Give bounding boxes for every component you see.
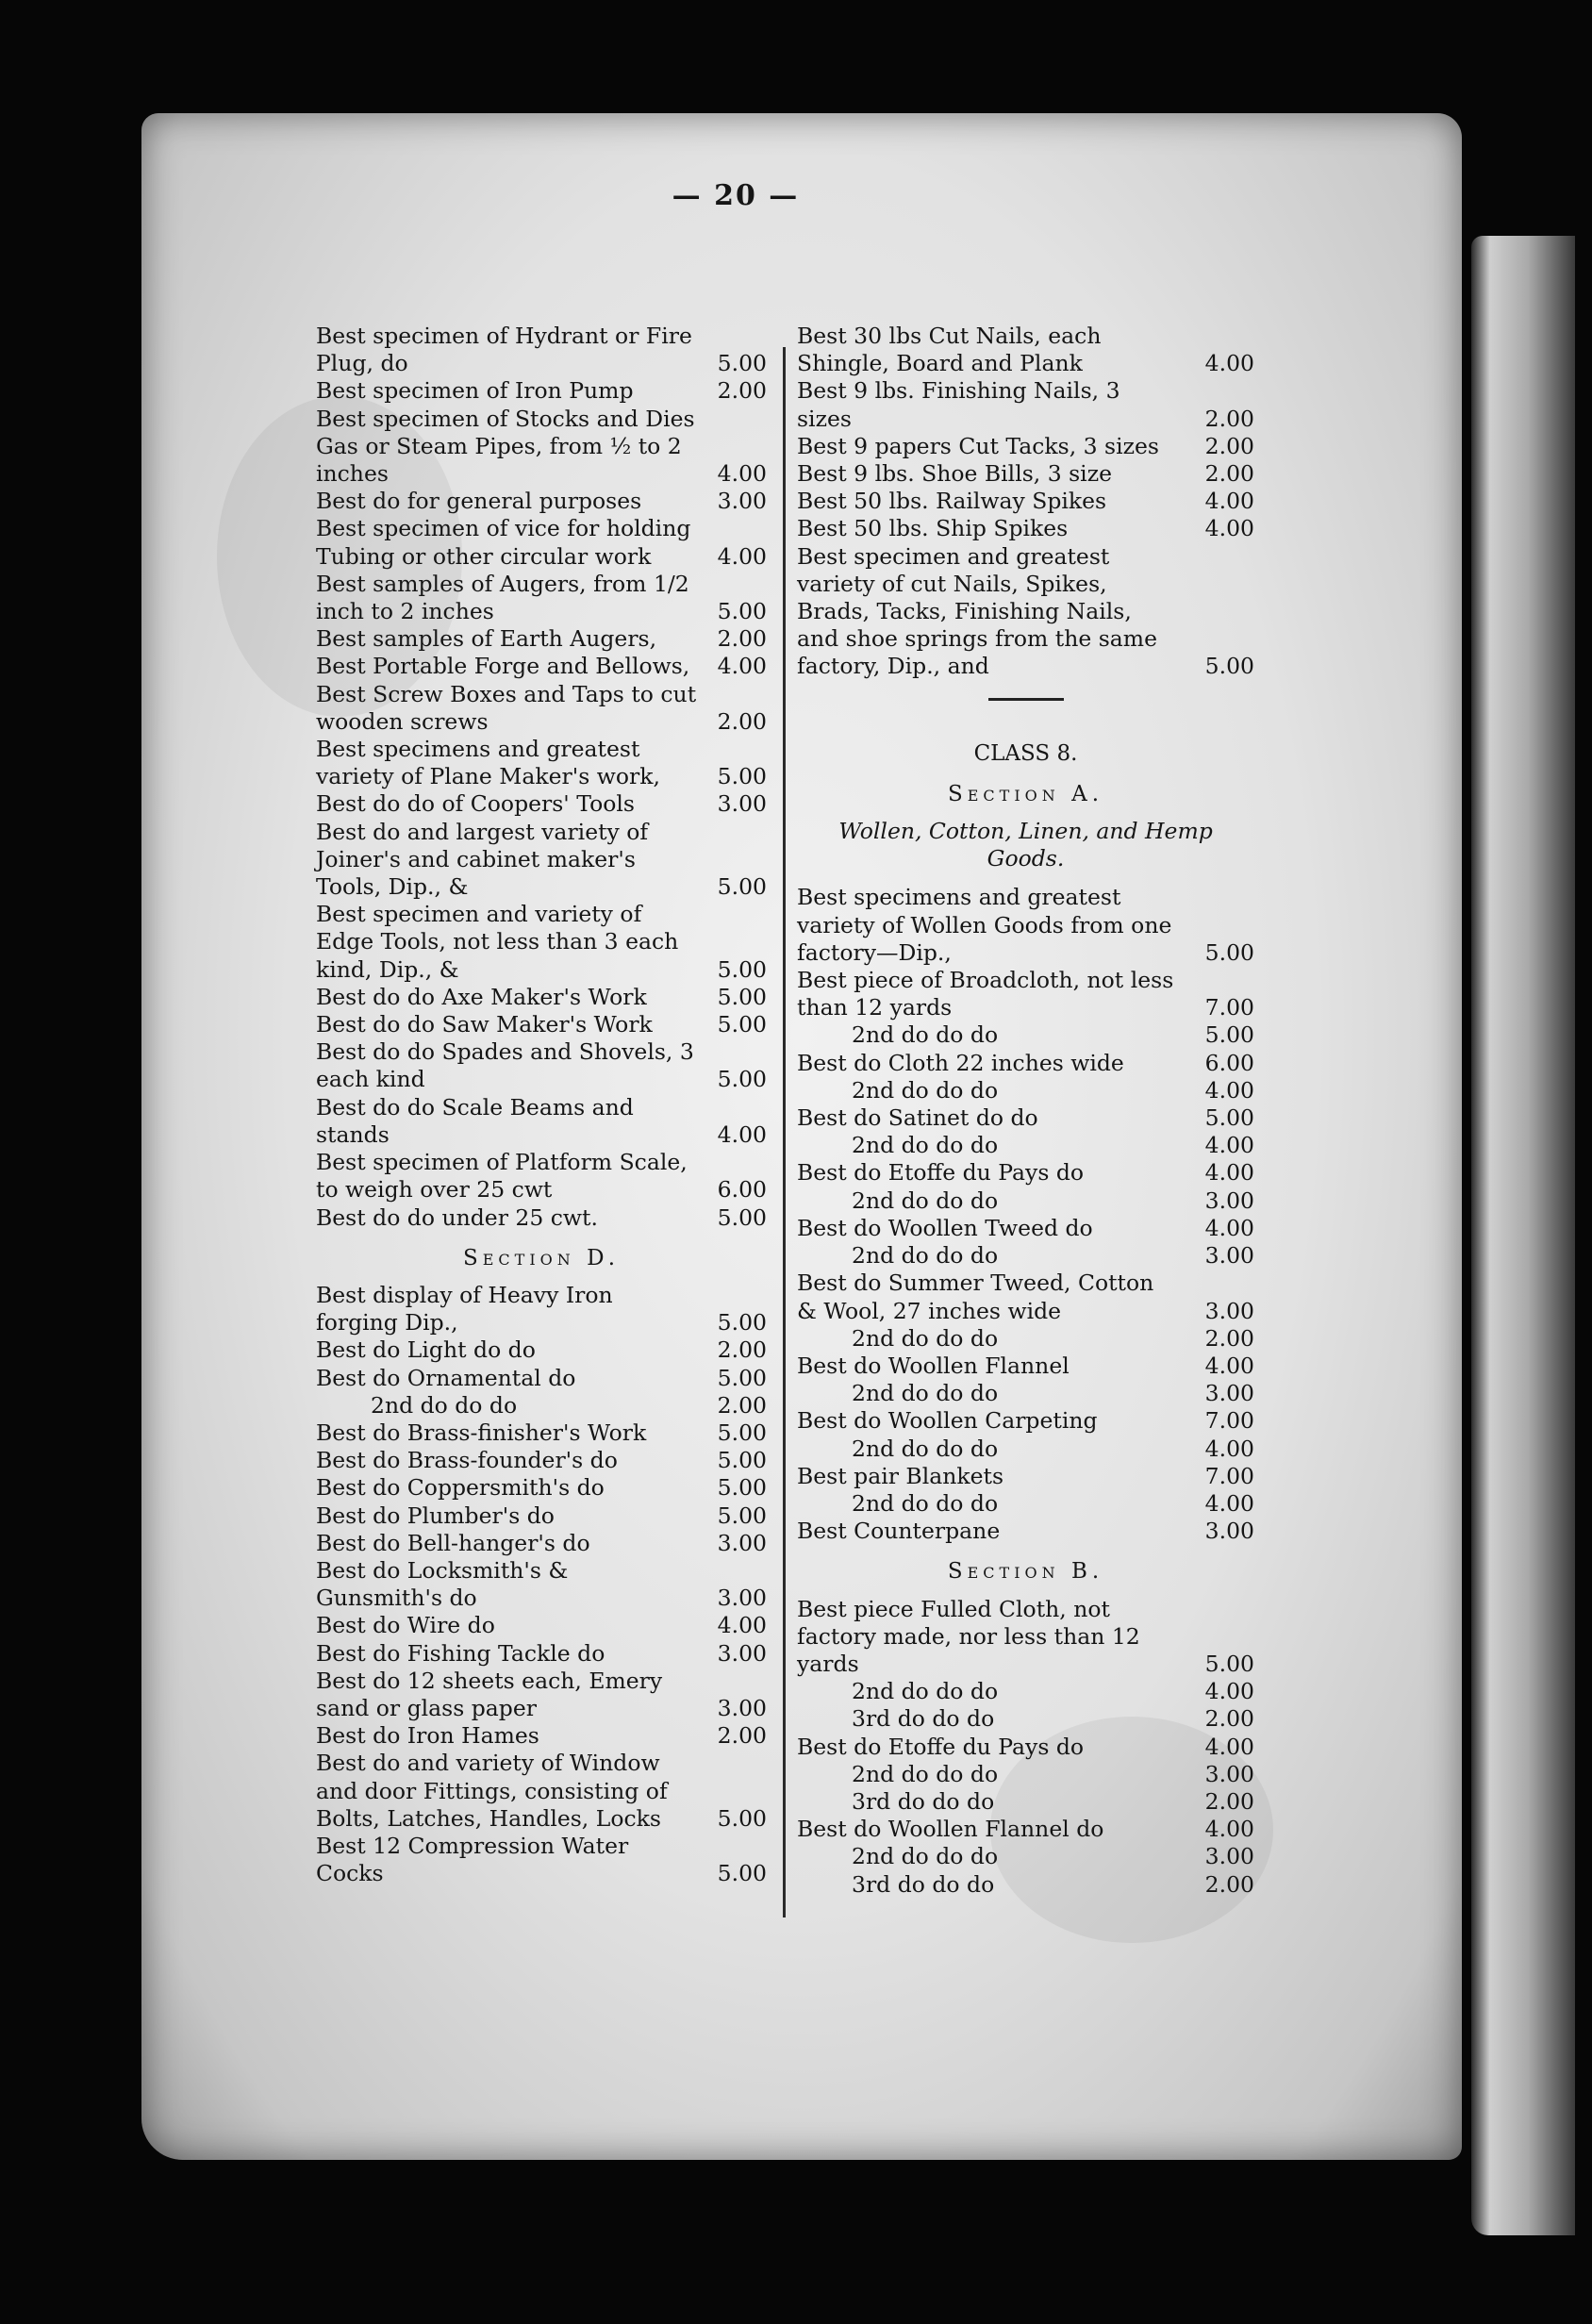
entry-row: [316, 1557, 767, 1612]
entry-row: [797, 1596, 1254, 1679]
section-d-heading: Section D.: [462, 1245, 621, 1270]
entry-label: Best 9 lbs. Finishing Nails, 3 sizes: [797, 377, 1120, 432]
entry-price: 2.00: [1204, 405, 1254, 432]
entry-label: Best do Woollen Carpeting: [797, 1407, 1098, 1435]
entry-row: [797, 1436, 1254, 1463]
entry-price: 2.00: [717, 1336, 767, 1364]
entry-row: [316, 1530, 767, 1557]
entry-label: Best do Etoffe du Pays do: [797, 1733, 1085, 1760]
entry-row: [797, 1021, 1254, 1049]
entry-label: Best do 12 sheets each, Emery sand or glass paper: [316, 1667, 663, 1721]
entry-row: [797, 1407, 1254, 1435]
entry-price: 3.00: [1204, 1187, 1254, 1214]
entry-label: Best do Light do do: [316, 1336, 536, 1364]
entry-price: 3.00: [717, 1694, 767, 1721]
entry-row: [316, 1204, 767, 1232]
entry-price: 2.00: [717, 625, 767, 653]
entry-label: Best 50 lbs. Ship Spikes: [797, 515, 1069, 542]
entry-label: Best do Coppersmith's do: [316, 1474, 605, 1502]
entry-price: 5.00: [717, 955, 767, 983]
entry-label: Best Portable Forge and Bellows,: [316, 653, 690, 680]
entry-price: 5.00: [717, 1804, 767, 1832]
entry-label: Best do and variety of Window and door Fittings, consisting of Bolts, Latches, Handles, Locks: [316, 1750, 668, 1832]
entry-label: Best specimen of Platform Scale, to weigh over 25 cwt: [316, 1149, 688, 1204]
entry-row: [316, 1419, 767, 1447]
entry-label: 2nd do do do: [852, 1678, 999, 1705]
entry-label: 3rd do do do: [852, 1787, 995, 1815]
entry-label: Best do Plumber's do: [316, 1502, 555, 1529]
class-rule: [988, 698, 1064, 701]
entry-price: 5.00: [717, 873, 767, 901]
entry-price: 5.00: [717, 763, 767, 790]
entry-price: 5.00: [717, 1204, 767, 1231]
column-divider: [783, 347, 786, 1917]
right-entries: [797, 323, 1254, 681]
entry-price: 5.00: [717, 1309, 767, 1336]
entry-row: [797, 1187, 1254, 1215]
entry-price: 4.00: [1204, 515, 1254, 542]
entry-row: [316, 323, 767, 377]
entry-label: 2nd do do do: [852, 1187, 999, 1214]
entry-row: [797, 543, 1254, 681]
entry-row: [316, 1336, 767, 1364]
entry-label: Best samples of Augers, from 1/2 inch to 2 inches: [316, 570, 689, 625]
entry-price: 4.00: [717, 1612, 767, 1639]
entry-label: 2nd do do do: [852, 1021, 999, 1049]
section-b-heading: Section B.: [947, 1559, 1104, 1585]
entry-row: [316, 1474, 767, 1502]
entry-price: 5.00: [1204, 938, 1254, 966]
entry-price: 5.00: [717, 983, 767, 1010]
entry-price: 4.00: [1204, 1816, 1254, 1843]
entry-label: Best piece of Broadcloth, not less than 12 yards: [797, 967, 1174, 1021]
entry-price: 4.00: [1204, 1076, 1254, 1104]
entry-price: 2.00: [1204, 460, 1254, 488]
entry-price: 5.00: [1204, 1021, 1254, 1049]
entry-price: 5.00: [717, 350, 767, 377]
entry-row: [316, 984, 767, 1011]
entry-price: 2.00: [1204, 1324, 1254, 1352]
entry-label: Best specimen of Stocks and Dies Gas or Steam Pipes, from ½ to 2 inches: [316, 405, 695, 488]
entry-label: Best Screw Boxes and Taps to cut wooden screws: [316, 680, 697, 735]
entry-label: 2nd do do do: [852, 1489, 999, 1517]
entry-label: Best do Iron Hames: [316, 1722, 539, 1750]
entry-label: 2nd do do do: [852, 1843, 999, 1870]
entry-row: [316, 1149, 767, 1204]
entry-label: 2nd do do do: [852, 1760, 999, 1787]
entry-row: [316, 1722, 767, 1750]
right-column: [797, 323, 1254, 1899]
entry-row: [797, 884, 1254, 967]
entry-price: 4.00: [1204, 1435, 1254, 1462]
entry-label: 3rd do do do: [852, 1705, 995, 1733]
entry-row: [797, 1050, 1254, 1077]
entry-label: Best do do Spades and Shovels, 3 each kind: [316, 1038, 694, 1093]
entry-row: [316, 736, 767, 790]
entry-price: 5.00: [717, 1419, 767, 1446]
entry-label: Best do Ornamental do: [316, 1364, 576, 1391]
entry-row: [797, 1788, 1254, 1816]
entry-label: Best do do Axe Maker's Work: [316, 983, 647, 1010]
entry-row: [316, 488, 767, 515]
entry-price: 4.00: [1204, 488, 1254, 515]
entry-price: 5.00: [717, 1066, 767, 1093]
entry-label: Best specimen of Hydrant or Fire Plug, do: [316, 323, 692, 377]
entry-label: 2nd do do do: [852, 1242, 999, 1270]
entry-price: 3.00: [1204, 1518, 1254, 1545]
entry-price: 2.00: [717, 707, 767, 735]
entry-price: 4.00: [1204, 1214, 1254, 1241]
entry-label: Best do Brass-finisher's Work: [316, 1419, 647, 1446]
entry-price: 2.00: [1204, 1787, 1254, 1815]
entry-price: 5.00: [717, 1502, 767, 1529]
entry-row: [316, 406, 767, 489]
entry-row: [797, 1843, 1254, 1870]
entry-row: [316, 1094, 767, 1149]
entry-price: 2.00: [717, 377, 767, 405]
entry-label: Best 9 lbs. Shoe Bills, 3 size: [797, 460, 1112, 488]
entry-label: Best specimen and variety of Edge Tools, not less than 3 each kind, Dip., &: [316, 901, 679, 983]
entry-label: Best do Brass-founder's do: [316, 1447, 618, 1474]
entry-price: 2.00: [717, 1722, 767, 1750]
entry-price: 5.00: [1204, 653, 1254, 680]
entry-row: [797, 1242, 1254, 1270]
entry-label: Best Counterpane: [797, 1518, 1001, 1545]
entry-price: 4.00: [1204, 1352, 1254, 1379]
entry-row: [797, 1325, 1254, 1353]
entry-row: [316, 1038, 767, 1093]
entry-price: 6.00: [1204, 1049, 1254, 1076]
entry-label: 2nd do do do: [852, 1132, 999, 1159]
page-number: — 20 —: [672, 179, 800, 212]
entry-label: Best display of Heavy Iron forging Dip.,: [316, 1281, 613, 1336]
entry-label: Best do Bell-hanger's do: [316, 1529, 590, 1556]
entry-row: [316, 625, 767, 653]
entry-row: [797, 1705, 1254, 1733]
section-a-heading: Section A.: [947, 781, 1104, 806]
entry-row: [797, 1463, 1254, 1490]
entry-price: 3.00: [1204, 1380, 1254, 1407]
entry-price: 4.00: [717, 653, 767, 680]
entry-row: [797, 1215, 1254, 1242]
entry-row: [316, 790, 767, 818]
entry-price: 5.00: [1204, 1650, 1254, 1677]
entry-label: Best do Cloth 22 inches wide: [797, 1049, 1124, 1076]
entry-price: 5.00: [717, 598, 767, 625]
entry-row: [797, 1380, 1254, 1407]
entry-row: [797, 1490, 1254, 1518]
entry-label: Best specimens and greatest variety of Wollen Goods from one factory—Dip.,: [797, 884, 1172, 966]
entry-label: Best do Wire do: [316, 1612, 495, 1639]
entry-label: Best do Locksmith's & Gunsmith's do: [316, 1556, 569, 1612]
entry-row: [797, 1353, 1254, 1380]
entry-price: 4.00: [1204, 350, 1254, 377]
entry-price: 3.00: [717, 790, 767, 818]
entry-price: 7.00: [1204, 994, 1254, 1021]
entry-row: [316, 515, 767, 570]
entry-label: Best do do of Coopers' Tools: [316, 790, 635, 818]
entry-row: [316, 1392, 767, 1419]
entry-label: Best do Woollen Flannel do: [797, 1816, 1104, 1843]
entry-label: Best piece Fulled Cloth, not factory made, nor less than 12 yards: [797, 1595, 1140, 1677]
entry-price: 4.00: [1204, 1733, 1254, 1760]
entry-label: Best do Woollen Tweed do: [797, 1214, 1093, 1241]
entry-row: [797, 967, 1254, 1021]
entry-label: 2nd do do do: [371, 1391, 518, 1419]
entry-price: 4.00: [1204, 1159, 1254, 1187]
entry-row: [316, 1750, 767, 1833]
entry-price: 4.00: [1204, 1489, 1254, 1517]
entry-row: [316, 1365, 767, 1392]
entry-label: Best 9 papers Cut Tacks, 3 sizes: [797, 432, 1159, 459]
entry-row: [797, 1816, 1254, 1843]
entry-price: 5.00: [717, 1447, 767, 1474]
entry-price: 3.00: [1204, 1843, 1254, 1870]
entry-row: [316, 1612, 767, 1639]
adjacent-page-edge: [1471, 236, 1575, 2235]
entry-row: [316, 1668, 767, 1722]
entry-row: [797, 1518, 1254, 1545]
entry-label: Best specimens and greatest variety of Plane Maker's work,: [316, 736, 660, 790]
left-column: [316, 323, 767, 1887]
entry-price: 4.00: [717, 460, 767, 488]
entry-row: [797, 1077, 1254, 1104]
entry-row: [797, 1270, 1254, 1324]
entry-row: [797, 1104, 1254, 1132]
entry-price: 5.00: [717, 1474, 767, 1502]
entry-label: 3rd do do do: [852, 1870, 995, 1898]
entry-label: 2nd do do do: [852, 1324, 999, 1352]
left-entries: [316, 323, 767, 1232]
entry-price: 4.00: [717, 542, 767, 570]
entry-label: Best 30 lbs Cut Nails, each Shingle, Board and Plank: [797, 323, 1102, 377]
entry-row: [797, 488, 1254, 515]
entry-price: 2.00: [1204, 1705, 1254, 1733]
entry-label: 2nd do do do: [852, 1435, 999, 1462]
entry-row: [316, 819, 767, 902]
entry-row: [316, 1447, 767, 1474]
entry-row: [797, 1159, 1254, 1187]
entry-price: 7.00: [1204, 1462, 1254, 1489]
entry-label: Best do Summer Tweed, Cotton & Wool, 27 inches wide: [797, 1270, 1154, 1324]
entry-label: Best 50 lbs. Railway Spikes: [797, 488, 1107, 515]
entry-row: [797, 433, 1254, 460]
entry-row: [316, 901, 767, 984]
entry-row: [316, 1282, 767, 1336]
entry-row: [316, 653, 767, 680]
entry-price: 7.00: [1204, 1407, 1254, 1435]
entry-row: [316, 1502, 767, 1530]
entry-price: 3.00: [1204, 1242, 1254, 1270]
entry-price: 2.00: [717, 1391, 767, 1419]
entry-price: 3.00: [717, 1639, 767, 1667]
entry-row: [797, 515, 1254, 542]
entry-row: [316, 377, 767, 405]
entry-label: Best specimen of Iron Pump: [316, 377, 634, 405]
entry-price: 6.00: [717, 1176, 767, 1204]
entry-price: 5.00: [717, 1364, 767, 1391]
entry-price: 4.00: [717, 1120, 767, 1148]
entry-row: [797, 1678, 1254, 1705]
entry-label: Best samples of Earth Augers,: [316, 625, 657, 653]
entry-label: Best do Satinet do do: [797, 1104, 1038, 1132]
entry-label: Best do do Saw Maker's Work: [316, 1011, 653, 1038]
entry-price: 5.00: [717, 1011, 767, 1038]
entry-row: [797, 323, 1254, 377]
entry-price: 4.00: [1204, 1132, 1254, 1159]
entry-price: 3.00: [717, 488, 767, 515]
entry-row: [797, 460, 1254, 488]
entry-row: [316, 571, 767, 625]
entry-row: [316, 681, 767, 736]
entry-price: 3.00: [1204, 1297, 1254, 1324]
entry-label: Best specimen and greatest variety of cut Nails, Spikes, Brads, Tacks, Finishing Nails, and shoe springs from the same factory, Dip., and: [797, 542, 1157, 680]
entry-price: 2.00: [1204, 432, 1254, 459]
entry-price: 5.00: [1204, 1104, 1254, 1132]
entry-row: [316, 1011, 767, 1038]
section-d-entries: [316, 1282, 767, 1887]
entry-label: Best specimen of vice for holding Tubing or other circular work: [316, 515, 691, 570]
entry-row: [316, 1640, 767, 1668]
entry-price: 5.00: [717, 1860, 767, 1887]
entry-row: [797, 1871, 1254, 1899]
section-b-entries: [797, 1596, 1254, 1899]
entry-row: [797, 1132, 1254, 1159]
entry-price: 3.00: [717, 1585, 767, 1612]
entry-row: [797, 1734, 1254, 1761]
entry-label: Best do Fishing Tackle do: [316, 1639, 605, 1667]
entry-price: 3.00: [1204, 1760, 1254, 1787]
entry-row: [797, 377, 1254, 432]
entry-label: Best do for general purposes: [316, 488, 642, 515]
entry-row: [797, 1761, 1254, 1788]
class-8-title: CLASS 8.: [973, 740, 1078, 766]
entry-label: Best do Woollen Flannel: [797, 1352, 1070, 1379]
entry-label: Best 12 Compression Water Cocks: [316, 1832, 629, 1887]
entry-price: 4.00: [1204, 1678, 1254, 1705]
section-a-entries: [797, 884, 1254, 1545]
entry-price: 2.00: [1204, 1870, 1254, 1898]
entry-label: Best do do Scale Beams and stands: [316, 1093, 634, 1148]
section-a-subtitle: Wollen, Cotton, Linen, and Hemp Goods.: [838, 818, 1213, 872]
entry-label: Best do and largest variety of Joiner's and cabinet maker's Tools, Dip., &: [316, 818, 649, 901]
entry-row: [316, 1833, 767, 1887]
entry-label: Best do do under 25 cwt.: [316, 1204, 598, 1231]
entry-label: 2nd do do do: [852, 1380, 999, 1407]
entry-price: 3.00: [717, 1529, 767, 1556]
entry-label: Best do Etoffe du Pays do: [797, 1159, 1085, 1187]
entry-label: Best pair Blankets: [797, 1462, 1004, 1489]
entry-label: 2nd do do do: [852, 1076, 999, 1104]
